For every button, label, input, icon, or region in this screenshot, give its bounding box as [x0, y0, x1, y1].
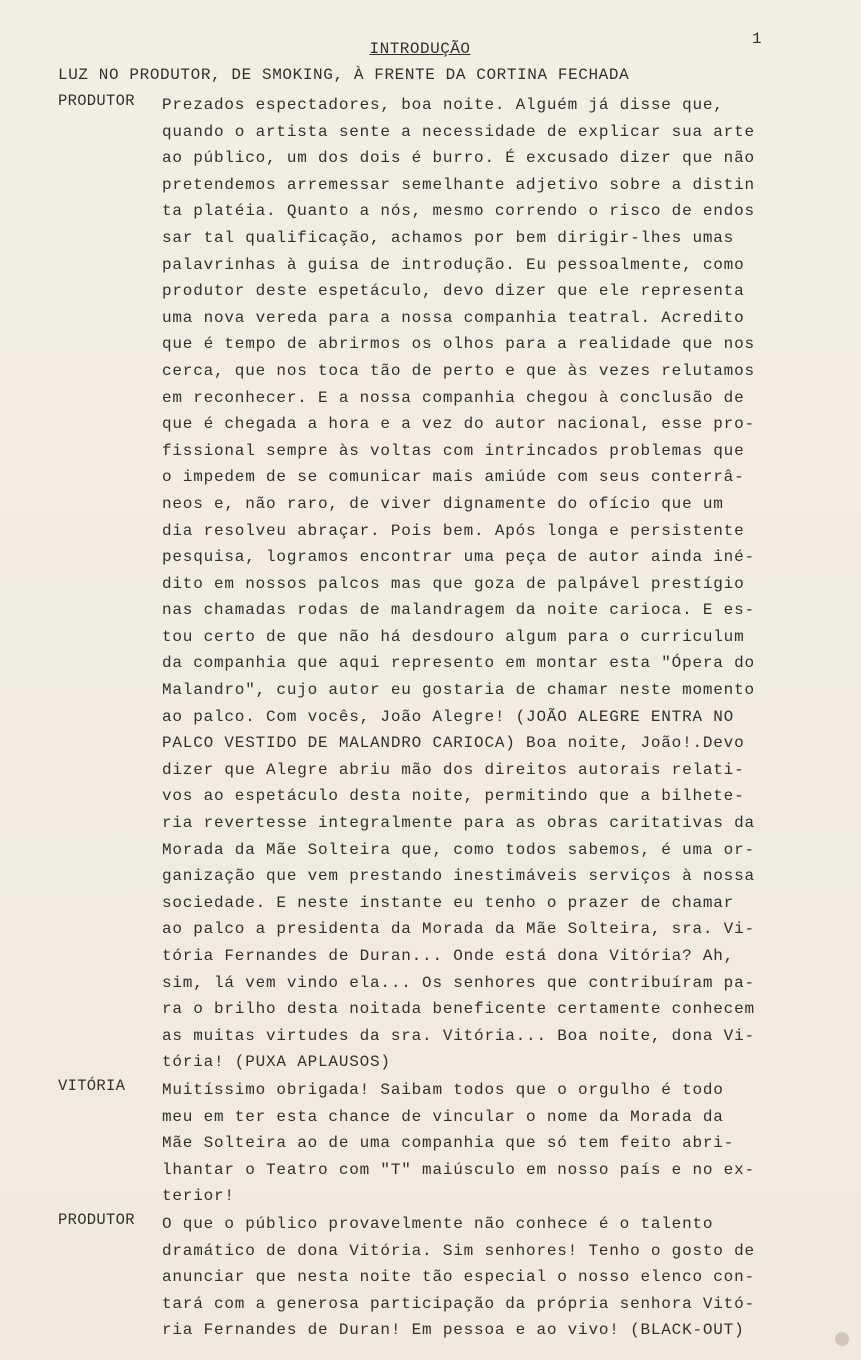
text-line: ria Fernandes de Duran! Em pessoa e ao vivo! (BLACK-OUT)	[162, 1321, 745, 1340]
stage-direction: LUZ NO PRODUTOR, DE SMOKING, À FRENTE DA CORTINA FECHADA	[58, 66, 630, 84]
text-line: tória! (PUXA APLAUSOS)	[162, 1053, 391, 1072]
speech-produtor-2	[58, 1211, 788, 1344]
speech-text	[162, 1077, 788, 1210]
text-line: neos e, não raro, de viver dignamente do ofício que um	[162, 494, 724, 513]
text-line: ao público, um dos dois é burro. É excusado dizer que não	[162, 149, 755, 168]
text-line: as muitas virtudes da sra. Vitória... Boa noite, dona Vi-	[162, 1026, 755, 1045]
text-line: tou certo de que não há desdouro algum para o curriculum	[162, 627, 745, 646]
text-line: dito em nossos palcos mas que goza de palpável prestígio	[162, 574, 745, 593]
text-line: que é chegada a hora e a vez do autor nacional, esse pro-	[162, 415, 755, 434]
text-line: fissional sempre às voltas com intrincados problemas que	[162, 441, 745, 460]
text-line: O que o público provavelmente não conhece é o talento	[162, 1215, 714, 1233]
text-line: PALCO VESTIDO DE MALANDRO CARIOCA) Boa noite, João!.Devo	[162, 734, 745, 753]
text-line: em reconhecer. E a nossa companhia chegou à conclusão de	[162, 388, 745, 407]
text-line: que é tempo de abrirmos os olhos para a realidade que nos	[162, 335, 755, 354]
text-line: Mãe Solteira ao de uma companhia que só tem feito abri-	[162, 1134, 735, 1153]
text-line: Prezados espectadores, boa noite. Alguém já disse que,	[162, 96, 724, 114]
text-line: uma nova vereda para a nossa companhia teatral. Acredito	[162, 308, 745, 327]
text-line: dizer que Alegre abriu mão dos direitos autorais relati-	[162, 760, 745, 779]
text-line: cerca, que nos toca tão de perto e que às vezes relutamos	[162, 361, 755, 380]
text-line: Muitíssimo obrigada! Saibam todos que o orgulho é todo	[162, 1081, 724, 1099]
text-line: terior!	[162, 1187, 235, 1206]
text-line: produtor deste espetáculo, devo dizer que ele representa	[162, 282, 745, 301]
paper-stain	[835, 1332, 849, 1346]
text-line: lhantar o Teatro com "T" maiúsculo em nosso país e no ex-	[162, 1160, 755, 1179]
text-line: Morada da Mãe Solteira que, como todos sabemos, é uma or-	[162, 840, 755, 859]
text-line: o impedem de se comunicar mais amiúde com seus conterrâ-	[162, 468, 745, 487]
text-line: ta platéia. Quanto a nós, mesmo correndo o risco de endos	[162, 202, 755, 221]
page-number: 1	[752, 30, 762, 48]
text-line: tará com a generosa participação da própria senhora Vitó-	[162, 1294, 755, 1313]
text-line: ganização que vem prestando inestimáveis serviços à nossa	[162, 867, 755, 886]
text-line: sociedade. E neste instante eu tenho o prazer de chamar	[162, 893, 735, 912]
text-line: ao palco a presidenta da Morada da Mãe Solteira, sra. Vi-	[162, 920, 755, 939]
text-line: ao palco. Com vocês, João Alegre! (JOÃO ALEGRE ENTRA NO	[162, 707, 735, 726]
text-line: quando o artista sente a necessidade de explicar sua arte	[162, 122, 755, 141]
text-line: dia resolveu abraçar. Pois bem. Após longa e persistente	[162, 521, 745, 540]
text-line: sim, lá vem vindo ela... Os senhores que contribuíram pa-	[162, 973, 755, 992]
speech-text	[162, 92, 788, 1076]
text-line: ra o brilho desta noitada beneficente certamente conhecem	[162, 1000, 755, 1019]
text-line: vos ao espetáculo desta noite, permitindo que a bilhete-	[162, 787, 745, 806]
text-line: meu em ter esta chance de vincular o nome da Morada da	[162, 1107, 724, 1126]
speech-vitoria	[58, 1077, 788, 1210]
text-line: tória Fernandes de Duran... Onde está dona Vitória? Ah,	[162, 947, 735, 965]
speech-produtor-1	[58, 92, 788, 1076]
speech-text	[162, 1211, 788, 1344]
text-line: anunciar que nesta noite tão especial o nosso elenco con-	[162, 1268, 755, 1287]
speaker-label: PRODUTOR	[58, 92, 135, 110]
text-line: pesquisa, logramos encontrar uma peça de autor ainda iné-	[162, 548, 755, 567]
text-line: Malandro", cujo autor eu gostaria de chamar neste momento	[162, 681, 755, 700]
text-line: ria revertesse integralmente para as obras caritativas da	[162, 814, 755, 833]
text-line: pretendemos arremessar semelhante adjetivo sobre a distin	[162, 175, 755, 194]
text-line: sar tal qualificação, achamos por bem dirigir-lhes umas	[162, 228, 735, 247]
page-title: INTRODUÇÃO	[369, 40, 471, 58]
text-line: dramático de dona Vitória. Sim senhores! Tenho o gosto de	[162, 1241, 755, 1260]
speaker-label: PRODUTOR	[58, 1211, 135, 1229]
text-line: nas chamadas rodas de malandragem da noite carioca. E es-	[162, 601, 755, 620]
text-line: da companhia que aqui represento em montar esta "Ópera do	[162, 654, 755, 673]
text-line: palavrinhas à guisa de introdução. Eu pessoalmente, como	[162, 255, 745, 274]
speaker-label: VITÓRIA	[58, 1077, 126, 1095]
